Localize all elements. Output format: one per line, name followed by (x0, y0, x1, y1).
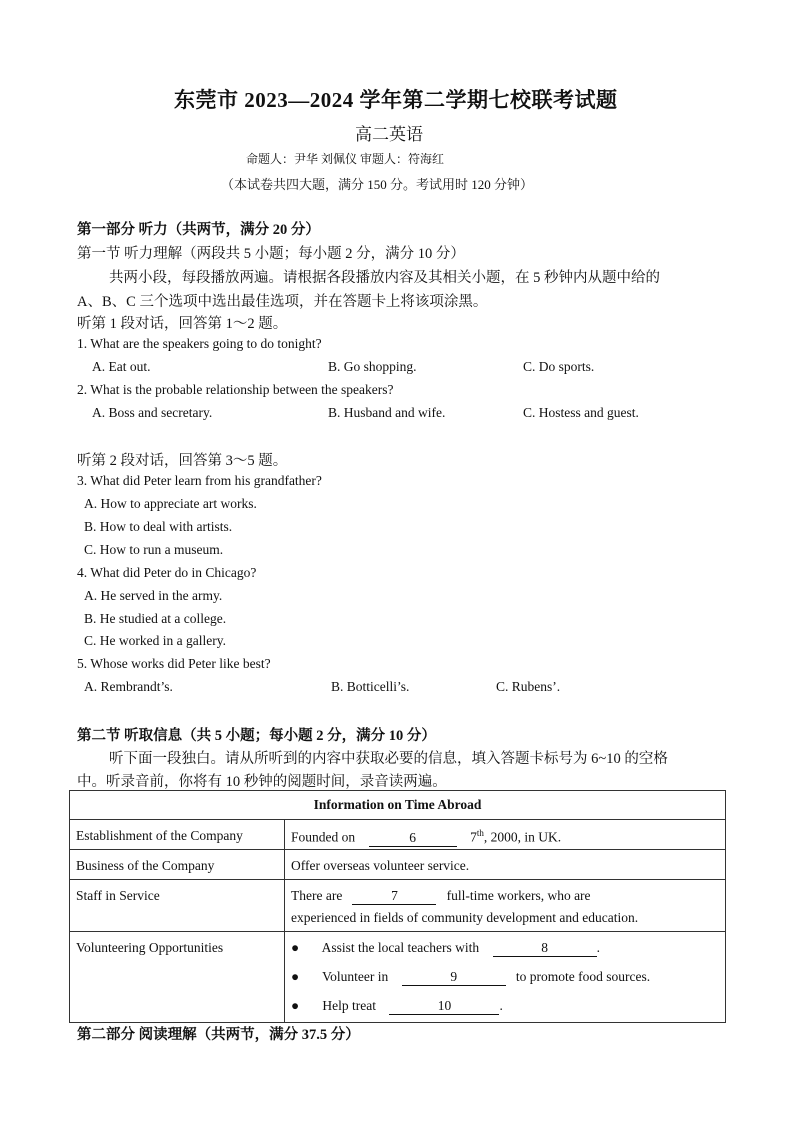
row-label-establishment: Establishment of the Company (70, 820, 285, 850)
info-table (69, 790, 726, 1023)
row-label-business: Business of the Company (70, 850, 285, 880)
row-label-volunteering: Volunteering Opportunities (70, 932, 285, 1023)
exam-authors: 命题人：尹华 刘佩仪 审题人：符海红 (246, 152, 445, 166)
row-value-business: Offer overseas volunteer service. (285, 850, 726, 880)
question-4-option-c: C. He worked in a gallery. (84, 633, 226, 648)
row-value-staff: There are 7 full-time workers, who are experienced in fields of community development and education. (285, 880, 726, 932)
dialog2-intro: 听第 2 段对话，回答第 3～5 题。 (77, 453, 288, 469)
section2-line1: 听下面一段独白。请从所听到的内容中获取必要的信息，填入答题卡标号为 6~10 的空格 (109, 751, 668, 767)
question-5-option-a: A. Rembrandt’s. (84, 679, 173, 694)
question-2-stem: 2. What is the probable relationship between the speakers? (77, 382, 394, 397)
row-label-staff: Staff in Service (70, 880, 285, 932)
question-2-option-b: B. Husband and wife. (328, 405, 446, 420)
question-3-option-b: B. How to deal with artists. (84, 519, 233, 534)
dialog1-intro: 听第 1 段对话，回答第 1～2 题。 (77, 316, 288, 332)
bullet-icon: ● (291, 998, 300, 1013)
section2-line2: 中。听录音前，你将有 10 秒钟的阅题时间，录音读两遍。 (77, 774, 447, 790)
row-value-volunteering: ● Assist the local teachers with 8 . ● Volunteer in 9 to promote food sources. ● Help treat 10 . (285, 932, 726, 1023)
question-4-option-b: B. He studied at a college. (84, 611, 227, 626)
bullet-icon: ● (291, 940, 300, 955)
exam-note: （本试卷共四大题，满分 150 分。考试用时 120 分钟） (221, 177, 534, 192)
question-5-option-b: B. Botticelli’s. (331, 679, 410, 694)
answer-blank-6[interactable]: 6 (369, 830, 457, 847)
question-4-stem: 4. What did Peter do in Chicago? (77, 565, 257, 580)
question-3-option-a: A. How to appreciate art works. (84, 496, 257, 511)
answer-blank-9[interactable]: 9 (402, 969, 506, 986)
part1-heading: 第一部分 听力（共两节，满分 20 分） (77, 222, 320, 238)
answer-blank-10[interactable]: 10 (389, 998, 499, 1015)
exam-title: 东莞市 2023—2024 学年第二学期七校联考试题 (174, 88, 618, 112)
question-1-stem: 1. What are the speakers going to do tonight? (77, 336, 322, 351)
question-1-option-c: C. Do sports. (523, 359, 595, 374)
question-5-stem: 5. Whose works did Peter like best? (77, 656, 271, 671)
answer-blank-7[interactable]: 7 (352, 888, 436, 905)
question-2-option-c: C. Hostess and guest. (523, 405, 639, 420)
section2-heading: 第二节 听取信息（共 5 小题；每小题 2 分，满分 10 分） (77, 728, 436, 744)
bullet-icon: ● (291, 969, 300, 984)
instruction-line1: 共两小段，每段播放两遍。请根据各段播放内容及其相关小题，在 5 秒钟内从题中给的 (109, 270, 660, 286)
question-3-stem: 3. What did Peter learn from his grandfather? (77, 473, 322, 488)
part2-heading: 第二部分 阅读理解（共两节，满分 37.5 分） (77, 1027, 360, 1043)
question-1-option-a: A. Eat out. (92, 359, 151, 374)
info-table-title: Information on Time Abroad (70, 791, 726, 820)
question-2-option-a: A. Boss and secretary. (92, 405, 213, 420)
section1-heading: 第一节 听力理解（两段共 5 小题；每小题 2 分，满分 10 分） (77, 246, 465, 262)
exam-subject: 高二英语 (355, 125, 423, 144)
answer-blank-8[interactable]: 8 (493, 940, 597, 957)
question-5-option-c: C. Rubens’. (496, 679, 561, 694)
instruction-line2: A、B、C 三个选项中选出最佳选项，并在答题卡上将该项涂黑。 (77, 294, 488, 310)
question-1-option-b: B. Go shopping. (328, 359, 417, 374)
question-3-option-c: C. How to run a museum. (84, 542, 224, 557)
question-4-option-a: A. He served in the army. (84, 588, 223, 603)
row-value-establishment: Founded on 6 7th, 2000, in UK. (285, 820, 726, 850)
